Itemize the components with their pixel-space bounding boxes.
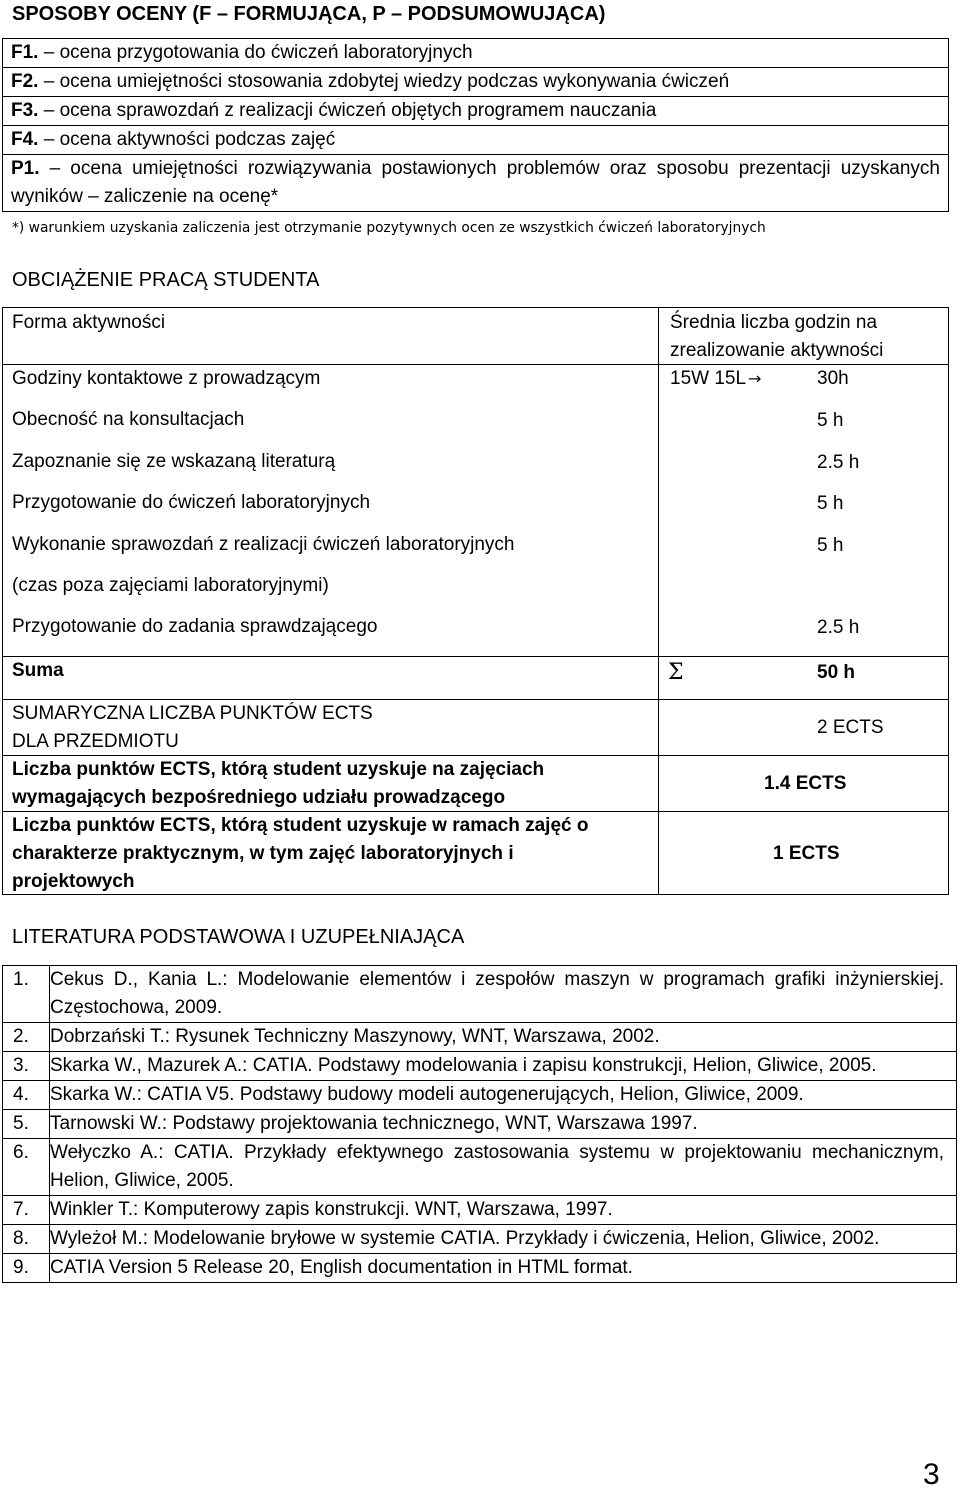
assessment-code: F4. xyxy=(11,129,39,150)
ects-label: Liczba punktów ECTS, którą student uzyskuje na zajęciach wymagających bezpośredniego udziału prowadzącego xyxy=(12,759,545,808)
assessment-row xyxy=(3,155,949,212)
literature-item xyxy=(3,1110,957,1139)
literature-number: 5. xyxy=(3,1110,50,1139)
assessment-text: – ocena przygotowania do ćwiczeń laboratoryjnych xyxy=(38,42,473,63)
assessment-cell xyxy=(3,155,949,212)
assessment-row xyxy=(3,39,949,68)
literature-item xyxy=(3,1052,957,1081)
assessment-code: P1. xyxy=(11,158,40,179)
ects-label: Liczba punktów ECTS, którą student uzyskuje w ramach zajęć o charakterze praktycznym, w tym zajęć laboratoryjnych i projektowych xyxy=(12,815,589,892)
literature-item xyxy=(3,1254,957,1283)
activity-label: Przygotowanie do zadania sprawdzającego xyxy=(12,616,378,637)
literature-heading: LITERATURA PODSTAWOWA I UZUPEŁNIAJĄCA xyxy=(12,926,465,948)
literature-item xyxy=(3,1081,957,1110)
assessment-text: – ocena umiejętności rozwiązywania postawionych problemów oraz sposobu prezentacji uzyskanych wyników – zaliczenie na ocenę* xyxy=(11,158,940,207)
ects-value: 1.4 ECTS xyxy=(764,773,847,794)
assessment-text: – ocena umiejętności stosowania zdobytej wiedzy podczas wykonywania ćwiczeń xyxy=(38,71,730,92)
contact-hours-value: 30h xyxy=(817,368,849,389)
literature-number: 6. xyxy=(3,1139,50,1196)
literature-number: 2. xyxy=(3,1023,50,1052)
literature-text: Wyleżoł M.: Modelowanie bryłowe w systemie CATIA. Przykłady i ćwiczenia, Helion, Gliwice, 2002. xyxy=(50,1225,957,1254)
contact-hours-breakdown xyxy=(670,365,761,393)
ects-value: 2 ECTS xyxy=(817,717,884,738)
page-number: 3 xyxy=(923,1458,940,1491)
assessment-section-title: SPOSOBY OCENY (F – FORMUJĄCA, P – PODSUMOWUJĄCA) xyxy=(12,3,606,25)
literature-number: 7. xyxy=(3,1196,50,1225)
literature-number: 9. xyxy=(3,1254,50,1283)
literature-text: Cekus D., Kania L.: Modelowanie elementów i zespołów maszyn w programach grafiki inżynierskiej. Częstochowa, 2009. xyxy=(50,966,957,1023)
assessment-text: – ocena sprawozdań z realizacji ćwiczeń objętych programem nauczania xyxy=(38,100,657,121)
assessment-cell xyxy=(3,39,949,68)
literature-text: Skarka W., Mazurek A.: CATIA. Podstawy modelowania i zapisu konstrukcji, Helion, Gliwice, 2005. xyxy=(50,1052,957,1081)
activity-hours: 5 h xyxy=(817,535,844,556)
workload-heading: OBCIĄŻENIE PRACĄ STUDENTA xyxy=(12,269,320,291)
literature-table xyxy=(2,965,957,1283)
column-header-hours: Średnia liczba godzin na zrealizowanie aktywności xyxy=(670,312,884,361)
assessment-methods-table xyxy=(2,38,949,212)
column-divider xyxy=(658,307,659,895)
sigma-icon: Σ xyxy=(668,660,684,685)
assessment-code: F1. xyxy=(11,42,39,63)
literature-text: Wełyczko A.: CATIA. Przykłady efektywnego zastosowania systemu w projektowaniu mechanicznym, Helion, Gliwice, 2005. xyxy=(50,1139,957,1196)
footnote: *) warunkiem uzyskania zaliczenia jest otrzymanie pozytywnych ocen ze wszystkich ćwiczeń laboratoryjnych xyxy=(12,220,766,236)
workload-table xyxy=(2,307,949,895)
literature-number: 8. xyxy=(3,1225,50,1254)
literature-text: Dobrzański T.: Rysunek Techniczny Maszynowy, WNT, Warszawa, 2002. xyxy=(50,1023,957,1052)
assessment-row xyxy=(3,126,949,155)
activity-hours: 2.5 h xyxy=(817,452,860,473)
activity-label: Zapoznanie się ze wskazaną literaturą xyxy=(12,451,336,472)
assessment-cell xyxy=(3,126,949,155)
activity-hours: 5 h xyxy=(817,493,844,514)
activity-hours: 2.5 h xyxy=(817,617,860,638)
activity-label: (czas poza zajęciami laboratoryjnymi) xyxy=(12,575,329,596)
assessment-code: F2. xyxy=(11,71,39,92)
literature-item xyxy=(3,966,957,1023)
literature-item xyxy=(3,1139,957,1196)
ects-label: SUMARYCZNA LICZBA PUNKTÓW ECTS DLA PRZEDMIOTU xyxy=(12,703,373,752)
column-header-activity: Forma aktywności xyxy=(12,312,166,333)
sum-value: 50 h xyxy=(817,662,856,683)
arrow-right-icon: → xyxy=(748,369,762,388)
assessment-cell xyxy=(3,68,949,97)
literature-item xyxy=(3,1225,957,1254)
assessment-cell xyxy=(3,97,949,126)
activity-label: Wykonanie sprawozdań z realizacji ćwiczeń laboratoryjnych xyxy=(12,534,515,555)
literature-text: Winkler T.: Komputerowy zapis konstrukcji. WNT, Warszawa, 1997. xyxy=(50,1196,957,1225)
literature-text: Tarnowski W.: Podstawy projektowania technicznego, WNT, Warszawa 1997. xyxy=(50,1110,957,1139)
activity-label: Obecność na konsultacjach xyxy=(12,409,245,430)
sum-label: Suma xyxy=(12,660,64,681)
assessment-code: F3. xyxy=(11,100,39,121)
contact-hours-label: Godziny kontaktowe z prowadzącym xyxy=(12,368,321,389)
row-divider xyxy=(2,656,949,657)
literature-number: 1. xyxy=(3,966,50,1023)
assessment-text: – ocena aktywności podczas zajęć xyxy=(38,129,336,150)
literature-number: 4. xyxy=(3,1081,50,1110)
literature-item xyxy=(3,1196,957,1225)
literature-number: 3. xyxy=(3,1052,50,1081)
literature-text: CATIA Version 5 Release 20, English documentation in HTML format. xyxy=(50,1254,957,1283)
assessment-row xyxy=(3,97,949,126)
literature-text: Skarka W.: CATIA V5. Podstawy budowy modeli autogenerujących, Helion, Gliwice, 2009. xyxy=(50,1081,957,1110)
ects-value: 1 ECTS xyxy=(773,843,840,864)
activity-label: Przygotowanie do ćwiczeń laboratoryjnych xyxy=(12,492,371,513)
assessment-row xyxy=(3,68,949,97)
literature-item xyxy=(3,1023,957,1052)
contact-hours-breakdown-text: 15W 15L xyxy=(670,368,747,389)
activity-hours: 5 h xyxy=(817,410,844,431)
